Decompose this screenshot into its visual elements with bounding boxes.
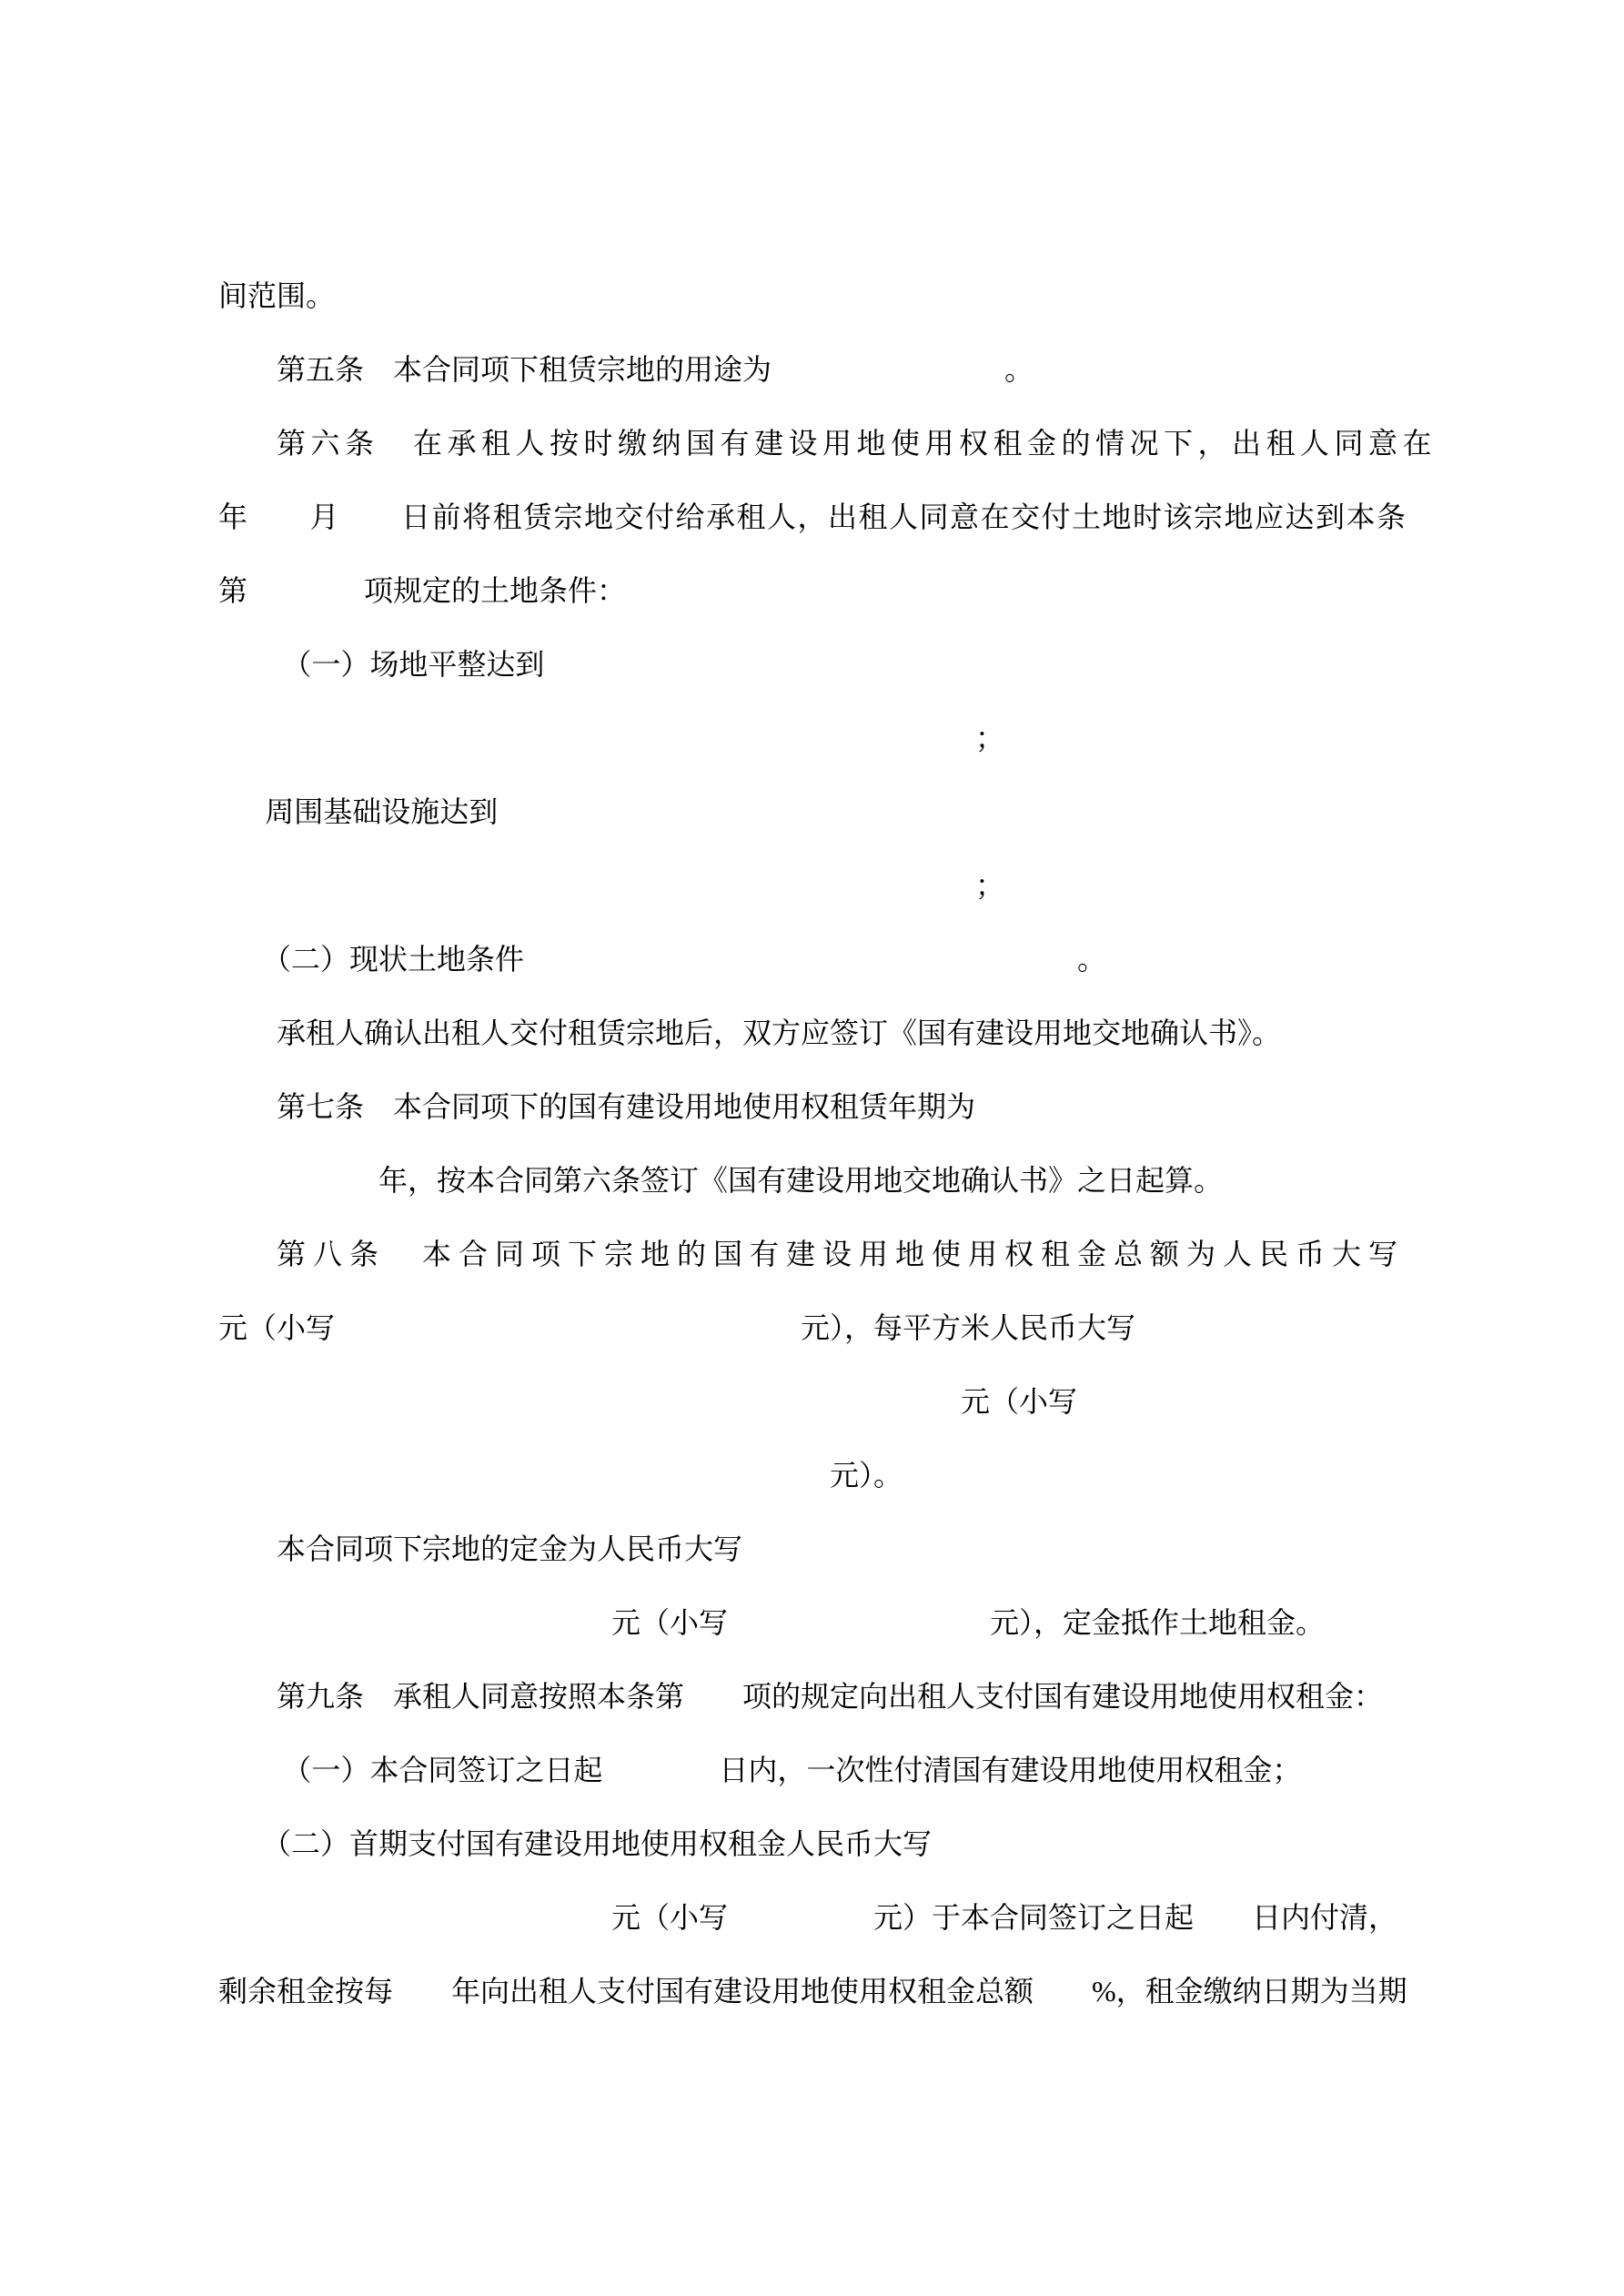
clause-8-line-2: 元（小写 元），每平方米人民币大写: [218, 1311, 1136, 1344]
document-body: [218, 259, 1437, 2028]
deposit-line-1: 本合同项下宗地的定金为人民币大写: [277, 1532, 743, 1565]
clause-6-line-1: 第六条 在承租人按时缴纳国有建设用地使用权租金的情况下，出租人同意在: [277, 427, 1437, 460]
clause-9: 第九条 承租人同意按照本条第 项的规定向出租人支付国有建设用地使用权租金：: [277, 1680, 1384, 1713]
item-1-site-leveling: （一）场地平整达到: [282, 648, 545, 681]
clause-8-line-4: 元）。: [830, 1459, 903, 1492]
clause-6-line-3: 第 项规定的土地条件：: [218, 574, 627, 607]
deposit-line-2: 元（小写 元），定金抵作土地租金。: [611, 1606, 1326, 1639]
clause-8-line-3: 元（小写: [961, 1385, 1078, 1418]
clause-8-line-1: 第八条 本合同项下宗地的国有建设用地使用权租金总额为人民币大写: [277, 1238, 1406, 1270]
continuation-line: 间范围。: [218, 279, 336, 312]
payment-option-1: （一）本合同签订之日起 日内，一次性付清国有建设用地使用权租金；: [282, 1754, 1302, 1786]
blank-semicolon-2: ；: [975, 869, 1005, 902]
clause-6-line-2: 年 月 日前将租赁宗地交付给承租人，出租人同意在交付土地时该宗地应达到本条: [218, 501, 1407, 533]
clause-5: 第五条 本合同项下租赁宗地的用途为 。: [277, 353, 1034, 386]
clause-7-line-1: 第七条 本合同项下的国有建设用地使用权租赁年期为: [277, 1090, 976, 1123]
clause-7-line-2: 年，按本合同第六条签订《国有建设用地交地确认书》之日起算。: [378, 1164, 1224, 1197]
delivery-confirmation: 承租人确认出租人交付租赁宗地后，双方应签订《国有建设用地交地确认书》。: [277, 1017, 1282, 1049]
item-2-current-condition: （二）现状土地条件 。: [262, 943, 1107, 976]
blank-semicolon-1: ；: [975, 722, 1005, 754]
payment-option-2-line-2: 元（小写 元）于本合同签订之日起 日内付清，: [611, 1901, 1398, 1934]
payment-option-2-line-1: （二）首期支付国有建设用地使用权租金人民币大写: [262, 1827, 933, 1860]
payment-option-2-line-3: 剩余租金按每 年向出租人支付国有建设用地使用权租金总额 %，租金缴纳日期为当期: [218, 1975, 1407, 2008]
surrounding-infrastructure: 周围基础设施达到: [265, 795, 499, 828]
